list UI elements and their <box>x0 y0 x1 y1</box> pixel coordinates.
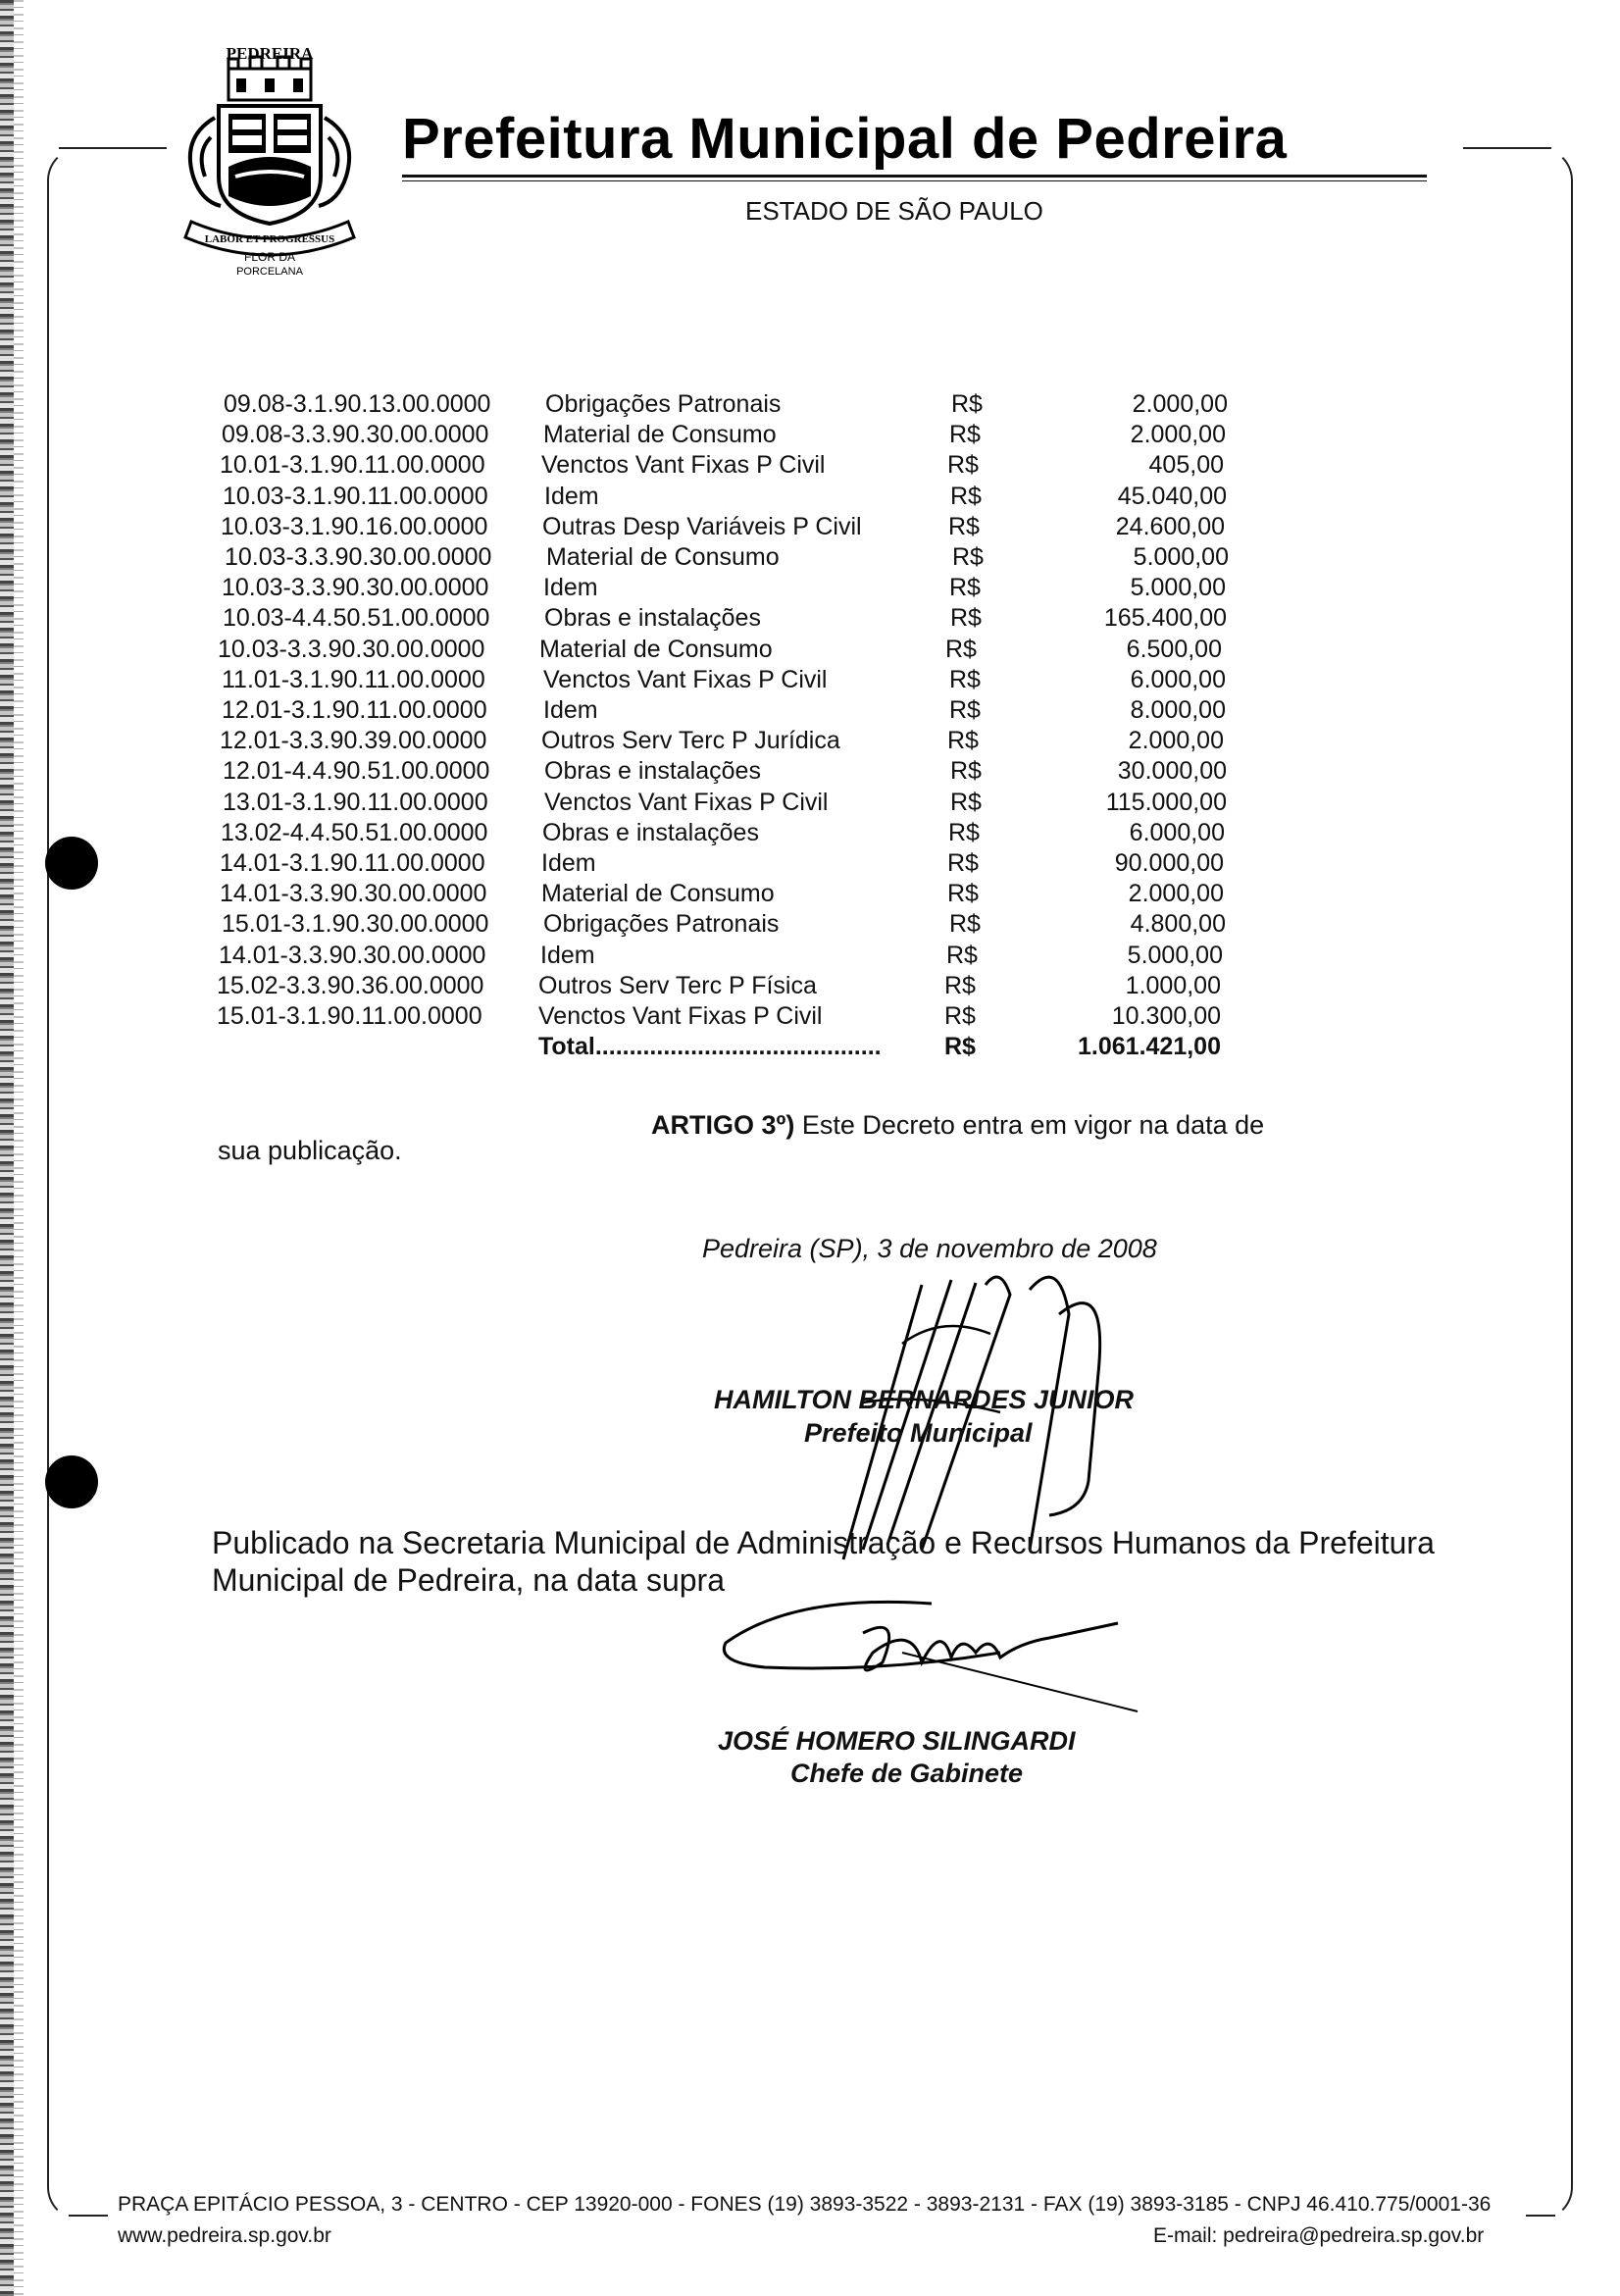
row-currency: R$ <box>948 512 980 540</box>
row-code: 12.01-3.3.90.39.00.0000 <box>220 727 487 755</box>
chief-of-staff-name: JOSÉ HOMERO SILINGARDI <box>718 1726 1076 1756</box>
page-subtitle: ESTADO DE SÃO PAULO <box>745 196 1043 226</box>
date-line: Pedreira (SP), 3 de novembro de 2008 <box>702 1234 1157 1263</box>
row-description: Idem <box>540 941 595 969</box>
row-description: Obrigações Patronais <box>543 910 780 939</box>
row-currency: R$ <box>950 757 982 786</box>
row-amount: 2.000,00 <box>1132 390 1228 418</box>
row-code: 09.08-3.3.90.30.00.0000 <box>222 421 489 449</box>
total-currency: R$ <box>944 1033 976 1061</box>
row-amount: 4.800,00 <box>1130 910 1226 939</box>
footer-email-link[interactable]: E-mail: pedreira@pedreira.sp.gov.br <box>1153 2224 1485 2247</box>
chief-of-staff-signature <box>706 1584 1157 1721</box>
row-description: Idem <box>544 482 599 510</box>
row-code: 14.01-3.1.90.11.00.0000 <box>220 849 485 877</box>
table-row <box>0 421 1273 452</box>
punch-hole-2 <box>45 1455 98 1508</box>
chief-of-staff-role: Chefe de Gabinete <box>790 1759 1024 1788</box>
row-amount: 10.300,00 <box>1111 1002 1221 1030</box>
table-row <box>0 696 1273 728</box>
row-currency: R$ <box>951 390 983 418</box>
title-rule-thin <box>402 180 1427 181</box>
row-currency: R$ <box>949 421 981 449</box>
row-amount: 115.000,00 <box>1105 788 1227 816</box>
row-description: Material de Consumo <box>541 880 775 908</box>
row-currency: R$ <box>944 971 976 999</box>
row-description: Venctos Vant Fixas P Civil <box>543 665 828 693</box>
row-amount: 24.600,00 <box>1115 512 1225 540</box>
total-label: Total.......................................... <box>538 1033 882 1061</box>
row-description: Outras Desp Variáveis P Civil <box>542 512 862 540</box>
row-currency: R$ <box>948 818 980 846</box>
table-row <box>0 942 1270 973</box>
row-code: 10.03-4.4.50.51.00.0000 <box>223 604 490 633</box>
row-description: Idem <box>543 574 598 602</box>
row-code: 10.03-3.3.90.30.00.0000 <box>225 543 492 571</box>
table-row <box>0 390 1275 422</box>
table-row <box>0 666 1273 697</box>
row-code: 10.03-3.1.90.16.00.0000 <box>221 512 488 540</box>
row-currency: R$ <box>950 604 982 633</box>
row-currency: R$ <box>949 696 981 724</box>
logo-top-text: PEDREIRA <box>226 44 314 63</box>
row-description: Obras e instalações <box>544 604 761 633</box>
logo-caption-1: FLOR DA <box>243 250 296 264</box>
article-label: ARTIGO 3º) <box>651 1110 795 1140</box>
table-row <box>0 451 1271 483</box>
article-text: Este Decreto entra em vigor na data de <box>794 1110 1265 1140</box>
row-currency: R$ <box>945 635 977 663</box>
row-currency: R$ <box>949 574 981 602</box>
scan-edge-noise-light <box>14 0 24 2296</box>
row-amount: 5.000,00 <box>1133 543 1229 571</box>
row-description: Idem <box>543 696 598 724</box>
punch-hole-1 <box>45 837 98 890</box>
row-code: 13.02-4.4.50.51.00.0000 <box>221 818 488 846</box>
row-description: Venctos Vant Fixas P Civil <box>541 451 826 480</box>
row-code: 15.02-3.3.90.36.00.0000 <box>217 971 484 999</box>
scan-edge-noise <box>0 0 14 2296</box>
row-description: Obras e instalações <box>542 818 759 846</box>
row-code: 10.03-3.3.90.30.00.0000 <box>222 574 489 602</box>
table-row <box>0 819 1272 850</box>
row-amount: 5.000,00 <box>1127 941 1223 969</box>
row-code: 11.01-3.1.90.11.00.0000 <box>222 665 485 693</box>
row-amount: 2.000,00 <box>1128 727 1224 755</box>
table-row <box>0 910 1273 942</box>
row-code: 15.01-3.1.90.30.00.0000 <box>222 910 489 939</box>
frame-top-left-rule <box>59 147 167 149</box>
frame-bottom-left-rule <box>69 2215 108 2217</box>
row-description: Obras e instalações <box>544 757 761 786</box>
footer-website-link[interactable]: www.pedreira.sp.gov.br <box>118 2224 331 2247</box>
row-code: 14.01-3.3.90.30.00.0000 <box>220 880 487 908</box>
row-currency: R$ <box>947 880 979 908</box>
row-description: Material de Consumo <box>539 635 773 663</box>
row-code: 10.01-3.1.90.11.00.0000 <box>220 451 485 480</box>
table-row <box>0 483 1274 514</box>
table-total-row <box>0 1033 1268 1064</box>
row-currency: R$ <box>950 788 982 816</box>
page-title: Prefeitura Municipal de Pedreira <box>402 107 1288 171</box>
row-description: Material de Consumo <box>546 543 780 571</box>
row-description: Material de Consumo <box>543 421 777 449</box>
row-code: 14.01-3.3.90.30.00.0000 <box>219 941 486 969</box>
row-amount: 1.000,00 <box>1125 971 1221 999</box>
row-amount: 405,00 <box>1148 451 1224 480</box>
row-description: Venctos Vant Fixas P Civil <box>538 1002 823 1030</box>
row-description: Outros Serv Terc P Jurídica <box>541 727 840 755</box>
row-code: 10.03-3.1.90.11.00.0000 <box>223 482 488 510</box>
row-amount: 45.040,00 <box>1117 482 1227 510</box>
table-row <box>0 604 1274 636</box>
table-row <box>0 972 1268 1003</box>
logo-motto: LABOR ET PROGRESSUS <box>204 233 335 245</box>
mayor-name: HAMILTON BERNARDES JUNIOR <box>714 1385 1135 1414</box>
row-amount: 2.000,00 <box>1128 880 1224 908</box>
frame-bottom-right-rule <box>1526 2215 1555 2217</box>
row-amount: 6.000,00 <box>1129 818 1225 846</box>
table-row <box>0 513 1272 544</box>
row-currency: R$ <box>952 543 984 571</box>
table-row <box>1 543 1276 575</box>
table-row <box>0 1002 1268 1034</box>
row-description: Outros Serv Terc P Física <box>538 971 817 999</box>
table-row <box>0 727 1271 758</box>
row-currency: R$ <box>947 849 979 877</box>
row-amount: 30.000,00 <box>1117 757 1227 786</box>
article-continuation: sua publicação. <box>218 1136 402 1165</box>
row-currency: R$ <box>949 910 981 939</box>
row-amount: 5.000,00 <box>1130 574 1226 602</box>
row-code: 13.01-3.1.90.11.00.0000 <box>223 788 488 816</box>
row-currency: R$ <box>949 665 981 693</box>
article-3-line <box>651 1110 1264 1141</box>
row-currency: R$ <box>946 941 978 969</box>
row-amount: 2.000,00 <box>1130 421 1226 449</box>
row-description: Obrigações Patronais <box>545 390 782 418</box>
table-row <box>0 789 1274 820</box>
row-amount: 8.000,00 <box>1130 696 1226 724</box>
table-row <box>0 574 1273 605</box>
title-rule <box>402 175 1427 178</box>
coat-of-arms-logo <box>172 29 368 280</box>
row-currency: R$ <box>947 451 979 480</box>
mayor-role: Prefeito Municipal <box>804 1418 1033 1448</box>
row-amount: 6.500,00 <box>1126 635 1222 663</box>
table-row <box>0 636 1269 667</box>
row-code: 15.01-3.1.90.11.00.0000 <box>217 1002 482 1030</box>
row-amount: 6.000,00 <box>1130 665 1226 693</box>
publication-note: Publicado na Secretaria Municipal de Administração e Recursos Humanos da Prefeitura Municipal de Pedreira, na data supra <box>212 1525 1435 1598</box>
row-code: 09.08-3.1.90.13.00.0000 <box>224 390 491 418</box>
total-amount: 1.061.421,00 <box>1078 1033 1221 1061</box>
row-amount: 90.000,00 <box>1114 849 1224 877</box>
row-currency: R$ <box>950 482 982 510</box>
row-amount: 165.400,00 <box>1103 604 1227 633</box>
footer-address: PRAÇA EPITÁCIO PESSOA, 3 - CENTRO - CEP 13920-000 - FONES (19) 3893-3522 - 3893-2131 - FAX (19) 3893-3185 - CNPJ 46.410.775/0001-36 <box>118 2193 1492 2216</box>
row-code: 12.01-4.4.90.51.00.0000 <box>223 757 490 786</box>
row-description: Venctos Vant Fixas P Civil <box>544 788 829 816</box>
row-code: 10.03-3.3.90.30.00.0000 <box>218 635 485 663</box>
frame-top-right-rule <box>1463 147 1551 149</box>
table-row <box>0 849 1271 881</box>
table-row <box>0 880 1271 911</box>
table-row <box>0 757 1274 789</box>
row-description: Idem <box>541 849 596 877</box>
row-currency: R$ <box>947 727 979 755</box>
logo-caption-2: PORCELANA <box>236 266 303 278</box>
row-currency: R$ <box>944 1002 976 1030</box>
row-code: 12.01-3.1.90.11.00.0000 <box>222 696 487 724</box>
